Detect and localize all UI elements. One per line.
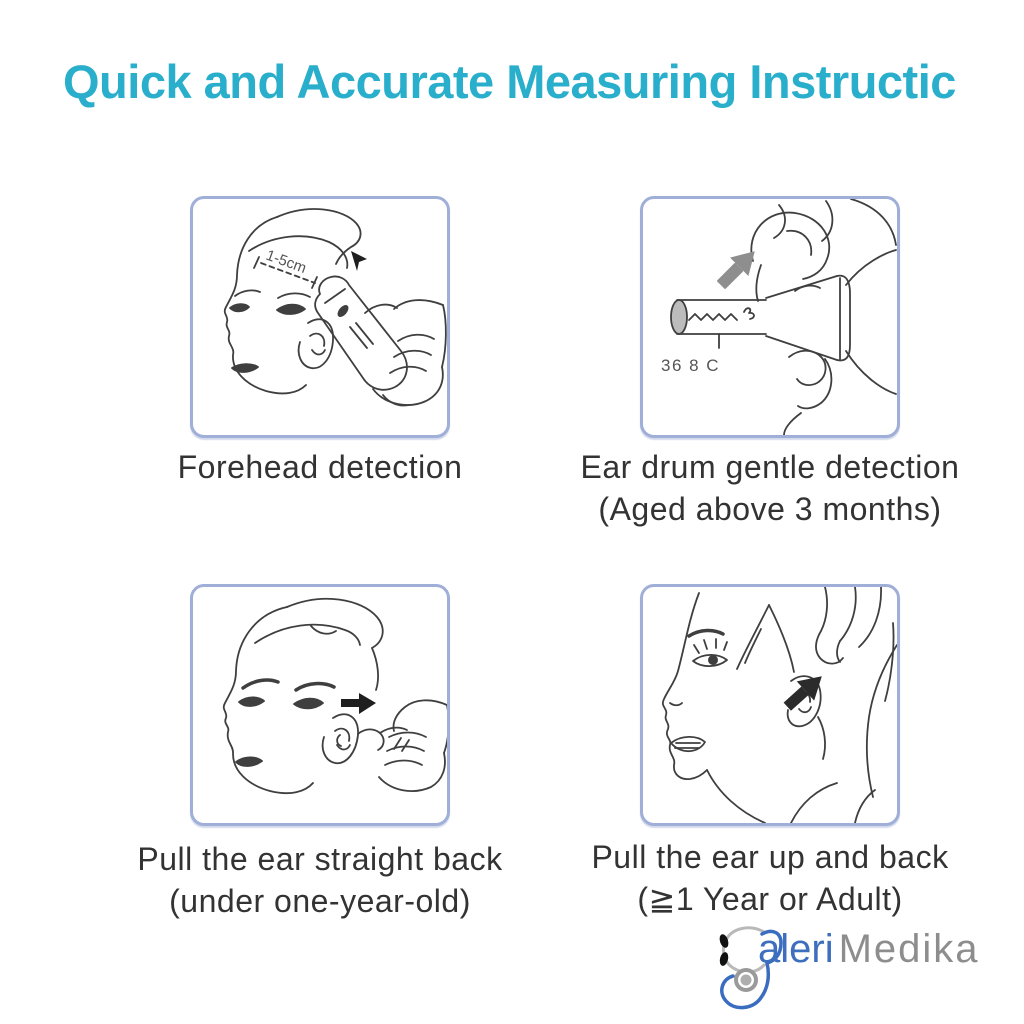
panel-forehead-detection [190,196,450,438]
pull-ear-straight-back-illustration [193,587,447,823]
up-right-arrow-icon [779,667,831,717]
caption-line: Ear drum gentle detection [580,449,960,485]
distance-label: 1-5cm [263,246,309,278]
caption-line: (≧1 Year or Adult) [637,881,903,917]
right-arrow-icon [341,693,376,714]
caption-line: (under one-year-old) [169,883,471,919]
caption-line: Pull the ear straight back [137,841,503,877]
ear-drum-detection-illustration [643,199,897,435]
brand-name-part1: aleri [758,927,834,971]
brand-name [758,928,980,970]
caption-pull-ear-straight-back [60,838,580,922]
panel-pull-ear-straight-back [190,584,450,826]
brand-watermark [712,922,1012,1018]
caption-pull-ear-up-and-back [510,836,1024,920]
caption-forehead-detection [60,446,580,488]
small-up-arrow-icon [351,251,367,271]
pull-ear-up-and-back-illustration [643,587,897,823]
temperature-label: 36 8 C [661,356,721,375]
caption-line: Pull the ear up and back [591,839,949,875]
panel-ear-drum-detection [640,196,900,438]
page-title: Quick and Accurate Measuring Instructic [63,55,956,108]
forehead-detection-illustration [193,199,447,435]
caption-line: Forehead detection [177,449,463,485]
caption-ear-drum-detection [510,446,1024,530]
caption-line: (Aged above 3 months) [598,491,942,527]
panel-pull-ear-up-and-back [640,584,900,826]
brand-name-part2: Medika [838,927,980,971]
